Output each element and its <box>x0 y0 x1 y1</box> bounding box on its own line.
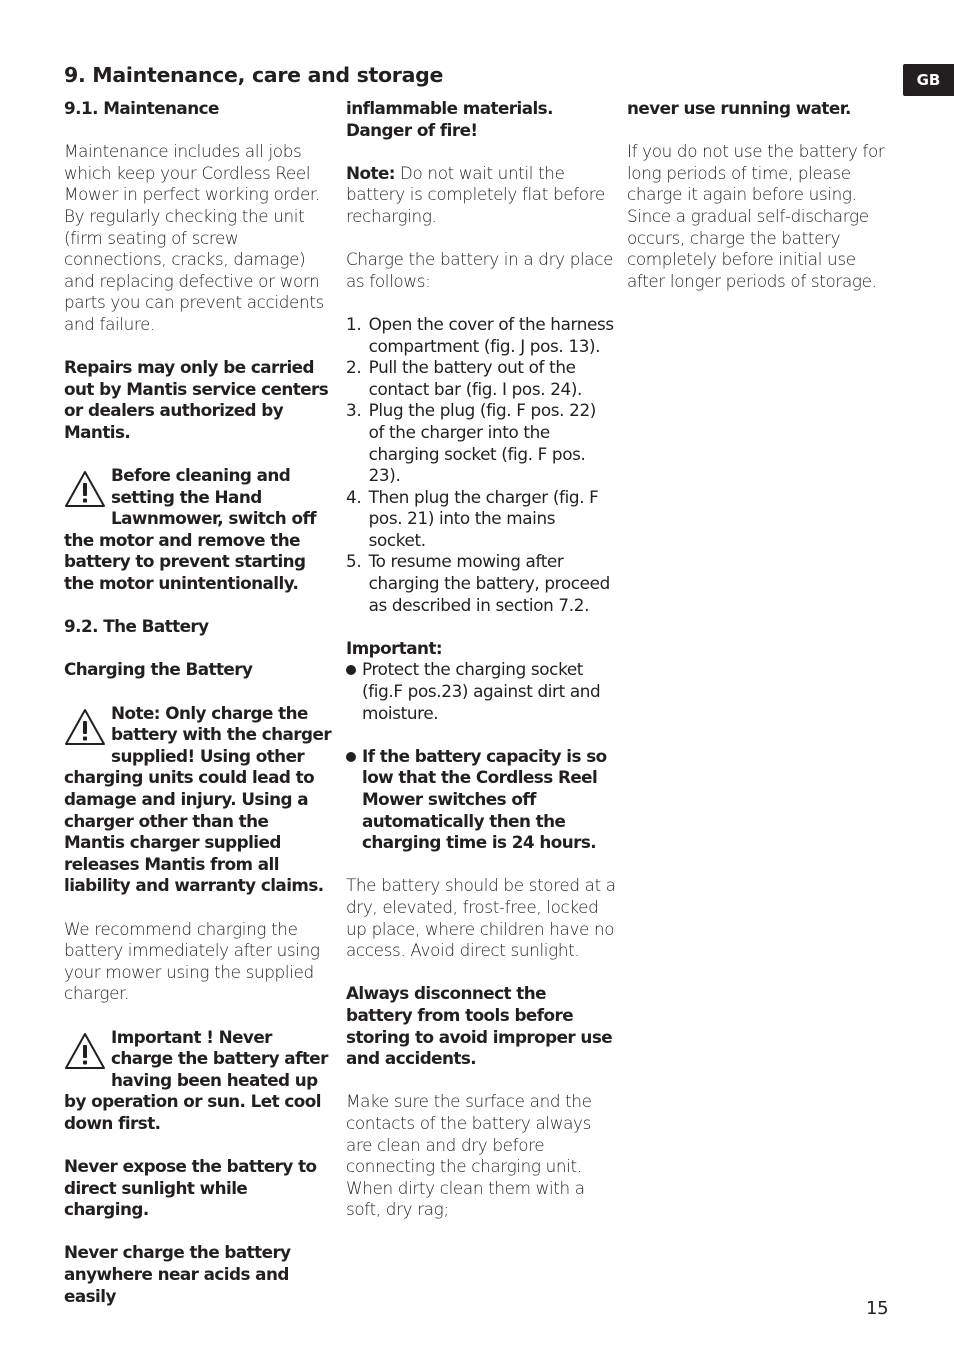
storage-periods-paragraph: If you do not use the battery for long periods of time, please charge it again before using. Since a gradual self-discharge occurs, charge the battery completely before initial use after longer periods of storage. <box>627 141 885 291</box>
charging-heading: Charging the Battery <box>64 659 253 680</box>
page-title: 9. Maintenance, care and storage <box>64 63 444 87</box>
list-item <box>346 487 616 552</box>
note-text: Do not wait until the battery is completely flat before recharging. <box>346 162 605 226</box>
list-item <box>346 400 616 486</box>
bullet-icon <box>346 752 356 762</box>
water-paragraph: never use running water. <box>627 98 851 118</box>
maintenance-paragraph: Maintenance includes all jobs which keep your Cordless Reel Mower in perfect working order. By regularly checking the unit (firm seating of screw connections, cracks, damage) and replacing defective or worn parts you can prevent accidents and failure. <box>64 141 324 334</box>
bullet-text: If the battery capacity is so low that the Cordless Reel Mower switches off automatically then the charging time is 24 hours. <box>362 745 607 853</box>
language-tab: GB <box>903 64 954 96</box>
acids-paragraph: Never charge the battery anywhere near acids and easily <box>64 1242 291 1306</box>
important-bullets <box>346 659 616 853</box>
fire-paragraph: inflammable materials. Danger of fire! <box>346 98 553 140</box>
charging-steps-list <box>346 314 616 616</box>
step-text: Plug the plug (fig. F pos. 22) of the charger into the charging socket (fig. F pos. 23). <box>368 400 596 486</box>
disconnect-paragraph: Always disconnect the battery from tools before storing to avoid improper use and accidents. <box>346 983 613 1069</box>
warning-cleaning-text: Before cleaning and setting the Hand Lawnmower, switch off the motor and remove the battery to prevent starting the motor unintentionally. <box>64 465 316 594</box>
repairs-paragraph: Repairs may only be carried out by Mantis service centers or dealers authorized by Mantis. <box>64 357 329 442</box>
note-paragraph <box>346 163 616 228</box>
note-label: Note: <box>346 162 395 183</box>
column-1 <box>64 98 334 1329</box>
surface-paragraph: Make sure the surface and the contacts of the battery always are clean and dry before connecting the charging unit. When dirty clean them with a soft, dry rag; <box>346 1091 592 1220</box>
page-number: 15 <box>866 1298 889 1319</box>
warning-charger-text: Note: Only charge the battery with the charger supplied! Using other charging units could lead to damage and injury. Using a charger other than the Mantis charger supplied releases Mantis from all liability and warranty claims. <box>64 702 332 896</box>
step-number: 4. <box>346 486 362 507</box>
storage-paragraph: The battery should be stored at a dry, elevated, frost-free, locked up place, where children have no access. Avoid direct sunlight. <box>346 875 616 961</box>
list-item <box>346 314 616 357</box>
warning-triangle-icon <box>64 707 106 747</box>
step-text: Open the cover of the harness compartment (fig. J pos. 13). <box>368 313 614 356</box>
warning-charger <box>64 703 334 897</box>
sunlight-paragraph: Never expose the battery to direct sunlight while charging. <box>64 1156 317 1220</box>
list-item <box>346 551 616 616</box>
warning-triangle-icon <box>64 469 106 509</box>
list-item <box>346 357 616 400</box>
recommend-paragraph: We recommend charging the battery immediately after using your mower using the supplied charger. <box>64 918 320 1004</box>
warning-cleaning <box>64 465 334 595</box>
maintenance-heading: 9.1. Maintenance <box>64 98 219 118</box>
dry-place-paragraph: Charge the battery in a dry place as follows: <box>346 249 614 291</box>
important-label: Important: <box>346 637 443 658</box>
step-text: To resume mowing after charging the battery, proceed as described in section 7.2. <box>368 551 610 615</box>
step-number: 3. <box>346 400 362 421</box>
warning-heat-text: Important ! Never charge the battery after having been heated up by operation or sun. Let cool down first. <box>64 1026 328 1133</box>
bullet-icon <box>346 665 356 675</box>
warning-heat <box>64 1027 334 1135</box>
step-number: 1. <box>346 313 362 334</box>
step-text: Pull the battery out of the contact bar (fig. I pos. 24). <box>368 357 583 399</box>
column-3 <box>627 98 892 314</box>
step-number: 5. <box>346 551 362 572</box>
bullet-text: Protect the charging socket (fig.F pos.23) against dirt and moisture. <box>362 659 601 723</box>
step-text: Then plug the charger (fig. F pos. 21) into the mains socket. <box>368 486 599 550</box>
warning-triangle-icon <box>64 1031 106 1071</box>
list-item <box>346 659 616 724</box>
battery-heading: 9.2. The Battery <box>64 616 209 637</box>
list-item <box>346 746 616 854</box>
step-number: 2. <box>346 357 362 378</box>
column-2 <box>346 98 616 1242</box>
